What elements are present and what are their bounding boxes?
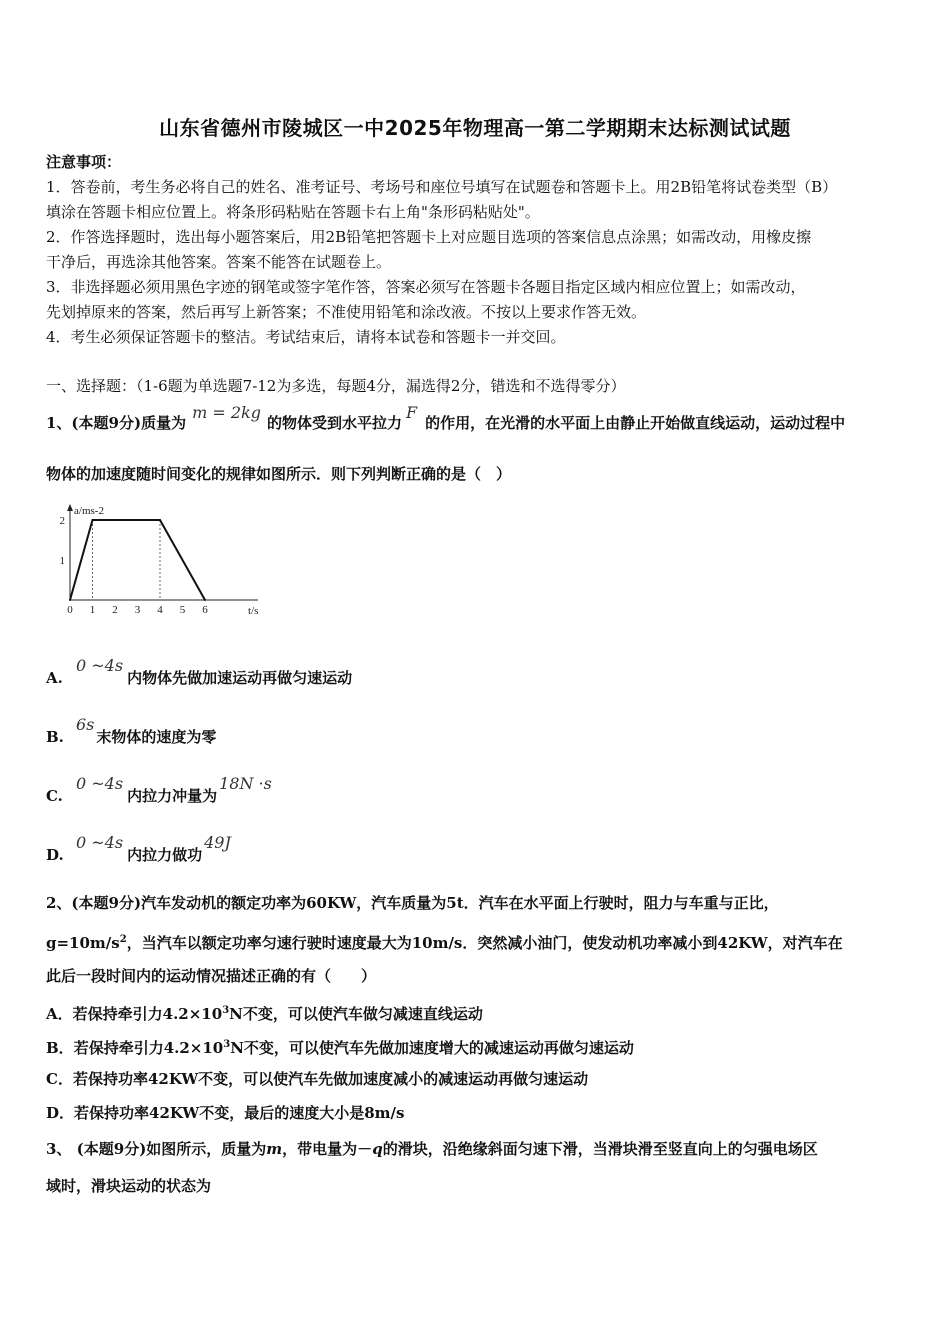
notice-heading: 注意事项： (46, 153, 122, 171)
y-axis-label: a/ms-2 (74, 505, 104, 517)
option-exponent: 3 (222, 1005, 230, 1016)
q2-option-d[interactable] (46, 1103, 404, 1123)
y-tick-label: 1 (59, 555, 65, 567)
option-text: 内物体先做加速运动再做匀速运动 (127, 669, 353, 687)
q2-gravity: g=10m/s (46, 934, 120, 952)
q2-gravity-exponent: 2 (119, 934, 127, 945)
option-label: D. (46, 846, 64, 864)
option-label: B． (46, 1039, 74, 1057)
option-label: A. (46, 669, 63, 687)
notice-line: 先划掉原来的答案，然后再写上新答案；不准使用铅笔和涂改液。不按以上要求作答无效。 (46, 303, 647, 321)
option-text-rest: N不变，可以使汽车先做加速度增大的减速运动再做匀速运动 (230, 1039, 634, 1057)
q2-option-a[interactable] (46, 1001, 483, 1024)
option-math: 6s (76, 715, 95, 734)
data-point (204, 599, 206, 601)
q1-suffix: 的作用，在光滑的水平面上由静止开始做直线运动，运动过程中 (425, 414, 846, 432)
x-tick-label: 6 (202, 604, 208, 616)
data-point (69, 599, 71, 601)
option-text-rest: N不变，可以使汽车做匀减速直线运动 (229, 1005, 483, 1023)
notice-line: 3．非选择题必须用黑色字迹的钢笔或签字笔作答，答案必须写在答题卡各题目指定区域内相应位置上；如需改动， (46, 278, 806, 296)
option-text: 若保持功率42KW不变，最后的速度大小是8m/s (74, 1104, 405, 1122)
acceleration-time-chart (52, 502, 272, 627)
option-label: C． (46, 1070, 73, 1088)
option-label: D． (46, 1104, 75, 1122)
notice-line: 1．答卷前，考生务必将自己的姓名、准考证号、考场号和座位号填写在试题卷和答题卡上。用2B铅笔将试卷类型（B） (46, 178, 838, 196)
x-axis-label: t/s (248, 605, 259, 617)
q1-option-a[interactable] (46, 656, 353, 688)
question-1-stem-line2: 物体的加速度随时间变化的规律如图所示．则下列判断正确的是（ ） (46, 465, 512, 483)
q3-prefix: 3、 (本题9分)如图所示，质量为 (46, 1140, 267, 1158)
x-tick-label: 1 (89, 604, 96, 616)
y-axis-arrow (67, 504, 73, 511)
option-text: 若保持牵引力4.2×10 (73, 1039, 224, 1057)
q1-math-force: F (405, 403, 418, 422)
q2-option-b[interactable] (46, 1035, 634, 1058)
option-exponent: 3 (223, 1039, 231, 1050)
y-tick-label: 2 (59, 515, 65, 527)
option-text: 末物体的速度为零 (96, 728, 217, 746)
notice-line: 2．作答选择题时，选出每小题答案后，用2B铅笔把答题卡上对应题目选项的答案信息点涂黑；如需改动，用橡皮擦 (46, 228, 812, 246)
option-text: 内拉力做功 (127, 846, 203, 864)
option-math: 0 ~4s (76, 833, 124, 852)
notice-line: 干净后，再选涂其他答案。答案不能答在试题卷上。 (46, 253, 392, 271)
x-tick-label: 0 (67, 604, 73, 616)
question-2-stem-line2 (46, 930, 843, 953)
q2-line2-rest: ，当汽车以额定功率匀速行驶时速度最大为10m/s．突然减小油门，使发动机功率减小到42KW，对汽车在 (126, 934, 843, 952)
q1-option-b[interactable] (46, 715, 217, 747)
option-math: 0 ~4s (76, 656, 124, 675)
notice-line: 填涂在答题卡相应位置上。将条形码粘贴在答题卡右上角"条形码粘贴处"。 (46, 203, 540, 221)
q3-mid: ，带电量为－ (282, 1140, 373, 1158)
data-point (92, 519, 94, 521)
q1-option-c[interactable] (46, 774, 272, 806)
option-text: 若保持牵引力4.2×10 (72, 1005, 223, 1023)
option-text: 若保持功率42KW不变，可以使汽车先做加速度减小的减速运动再做匀速运动 (72, 1070, 589, 1088)
q1-mid: 的物体受到水平拉力 (266, 414, 402, 432)
option-math: 0 ~4s (76, 774, 124, 793)
option-label: B. (46, 728, 64, 746)
notice-line: 4．考生必须保证答题卡的整洁。考试结束后，请将本试卷和答题卡一并交回。 (46, 328, 566, 346)
data-point (159, 519, 161, 521)
x-tick-label: 3 (134, 604, 141, 616)
x-tick-label: 4 (157, 604, 163, 616)
question-2-stem-line3: 此后一段时间内的运动情况描述正确的有（ ） (46, 967, 377, 985)
option-math-value: 49J (204, 833, 231, 852)
q3-suffix: 的滑块，沿绝缘斜面匀速下滑，当滑块滑至竖直向上的匀强电场区 (382, 1140, 818, 1158)
page-title: 山东省德州市陵城区一中2025年物理高一第二学期期末达标测试试题 (159, 116, 791, 140)
x-tick-label: 5 (179, 604, 186, 616)
question-2-stem: 2、(本题9分)汽车发动机的额定功率为60KW，汽车质量为5t．汽车在水平面上行驶时，阻力与车重与正比， (46, 894, 779, 912)
option-label: C. (46, 787, 63, 805)
question-3-stem-line2: 域时，滑块运动的状态为 (46, 1177, 212, 1195)
x-tick-label: 2 (112, 604, 118, 616)
question-1-stem (46, 403, 846, 433)
section-heading: 一、选择题：（1-6题为单选题7-12为多选，每题4分，漏选得2分，错选和不选得零分） (46, 377, 626, 395)
q1-math-mass: m = 2kg (192, 403, 261, 422)
q3-mass-symbol: m (266, 1140, 283, 1158)
question-3-stem (46, 1139, 818, 1159)
q2-option-c[interactable] (46, 1069, 588, 1089)
q1-option-d[interactable] (46, 833, 231, 865)
option-text: 内拉力冲量为 (127, 787, 218, 805)
q3-charge-symbol: q (372, 1140, 383, 1158)
option-math-value: 18N ·s (219, 774, 272, 793)
option-label: A． (46, 1005, 73, 1023)
q1-prefix: 1、(本题9分)质量为 (46, 414, 187, 432)
data-series-line (70, 520, 205, 600)
